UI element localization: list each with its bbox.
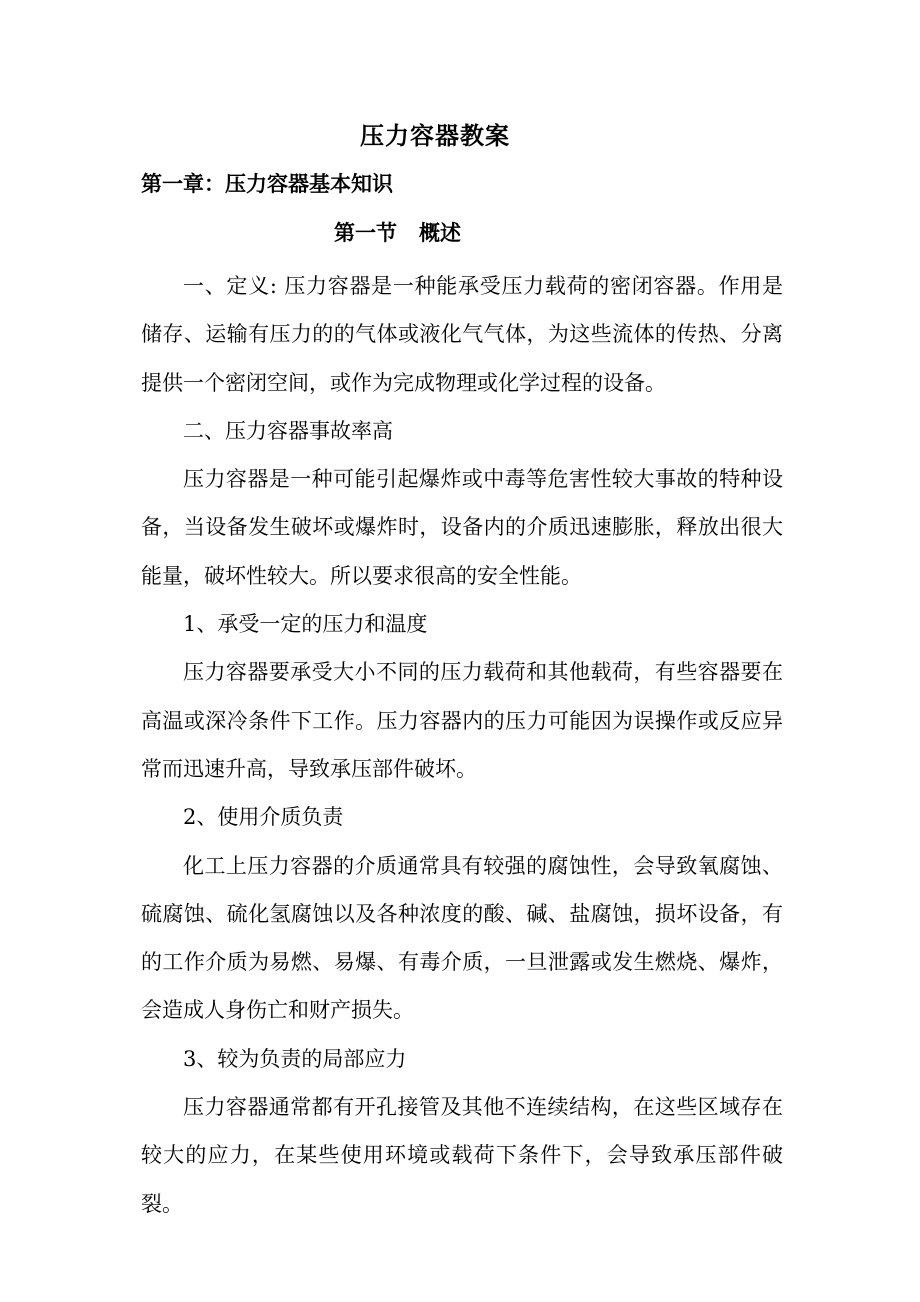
paragraph-medium: 化工上压力容器的介质通常具有较强的腐蚀性，会导致氧腐蚀、硫腐蚀、硫化氢腐蚀以及各种浓度的酸、碱、盐腐蚀，损坏设备，有的工作介质为易燃、易爆、有毒介质，一旦泄露或发生燃烧、爆炸，会造成人身伤亡和财产损失。 bbox=[141, 853, 783, 1023]
section-name: 概述 bbox=[419, 220, 461, 245]
heading-medium: 2、使用介质负责 bbox=[183, 805, 344, 830]
paragraph-accident-rate: 压力容器是一种可能引起爆炸或中毒等危害性较大事故的特种设备，当设备发生破坏或爆炸时，设备内的介质迅速膨胀，释放出很大能量，破坏性较大。所以要求很高的安全性能。 bbox=[141, 467, 783, 588]
paragraph-pressure-temperature: 压力容器要承受大小不同的压力载荷和其他载荷，有些容器要在高温或深冷条件下工作。压力容器内的压力可能因为误操作或反应异常而迅速升高，导致承压部件破坏。 bbox=[141, 660, 783, 781]
section-title bbox=[334, 217, 461, 249]
heading-pressure-temperature: 1、承受一定的压力和温度 bbox=[183, 612, 428, 637]
chapter-title: 第一章：压力容器基本知识 bbox=[141, 171, 393, 196]
document-title: 压力容器教案 bbox=[360, 121, 510, 150]
section-number: 第一节 bbox=[334, 220, 397, 245]
heading-local-stress: 3、较为负责的局部应力 bbox=[183, 1046, 407, 1071]
document-body bbox=[141, 262, 783, 1228]
paragraph-definition: 一、定义: 压力容器是一种能承受压力载荷的密闭容器。作用是储存、运输有压力的的气体或液化气气体，为这些流体的传热、分离提供一个密闭空间，或作为完成物理或化学过程的设备。 bbox=[141, 274, 783, 395]
paragraph-local-stress: 压力容器通常都有开孔接管及其他不连续结构，在这些区域存在较大的应力，在某些使用环境或载荷下条件下，会导致承压部件破裂。 bbox=[141, 1095, 783, 1216]
heading-accident-rate: 二、压力容器事故率高 bbox=[183, 418, 393, 443]
